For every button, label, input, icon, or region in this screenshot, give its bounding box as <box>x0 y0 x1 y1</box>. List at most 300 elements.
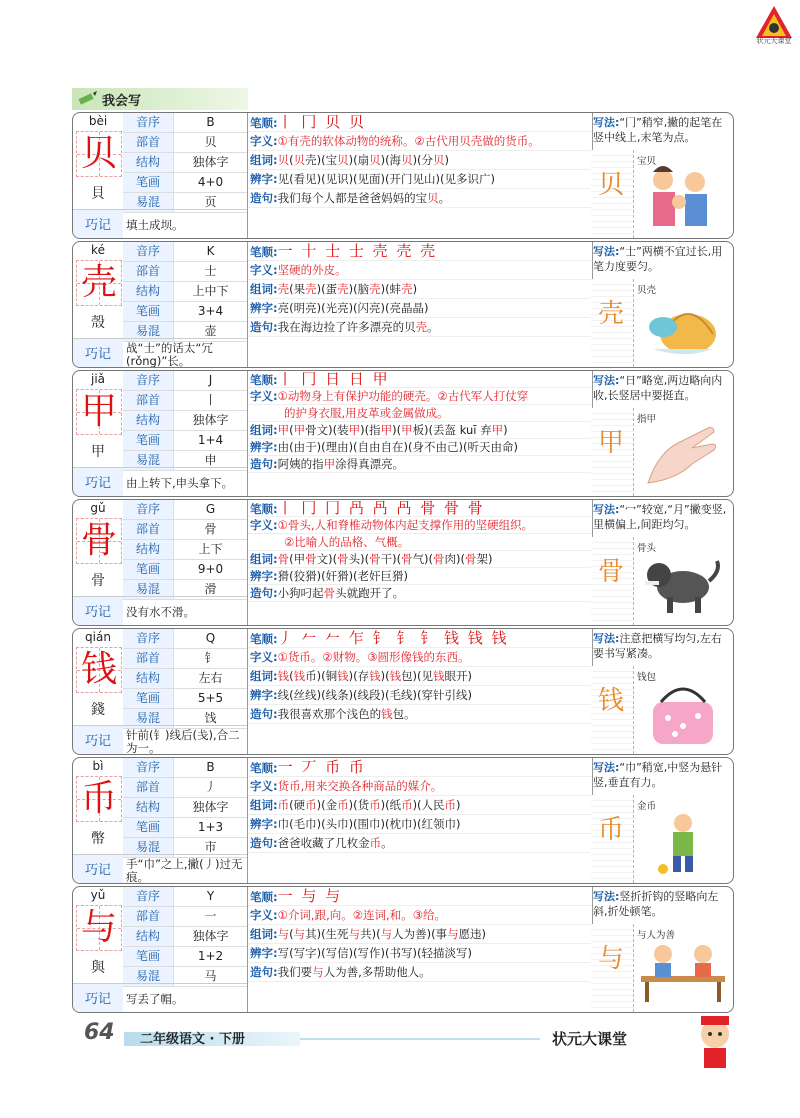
prop-strokes-label: 笔画 <box>123 560 173 579</box>
big-character: 甲 <box>76 389 122 435</box>
section-title-text: 我会写 <box>102 93 142 109</box>
writing-method-label: 写法: <box>593 245 620 258</box>
pinyin: jiǎ <box>90 372 106 386</box>
meaning-label: 字义: <box>250 389 278 403</box>
stroke-order-label: 笔顺: <box>250 245 278 259</box>
footer-brand: 状元大课堂 <box>552 1030 628 1048</box>
char-card-币 <box>72 757 734 884</box>
memory-tip <box>73 725 247 755</box>
char-card-贝 <box>72 112 734 239</box>
memory-tip-value: 写丢了帽。 <box>126 992 184 1006</box>
meaning-value: ①介词,跟,向。②连词,和。③给。 <box>277 908 447 922</box>
meaning-row <box>248 648 592 667</box>
prop-structure-value: 左右 <box>173 669 247 688</box>
memory-tip-label: 巧记 <box>73 468 123 497</box>
practice-character: 甲 <box>597 428 624 458</box>
writing-method-label: 写法: <box>593 632 620 645</box>
sentence-row <box>248 963 592 982</box>
memory-tip-label: 巧记 <box>73 726 123 755</box>
distinguish-label: 辨字: <box>250 301 278 315</box>
pinyin: yǔ <box>90 888 106 902</box>
prop-confuse-label: 易混 <box>123 193 173 212</box>
prop-confuse-value: 页 <box>173 193 247 212</box>
meaning-label: 字义: <box>250 908 278 922</box>
pinyin: bì <box>92 759 104 773</box>
prop-strokes-label: 笔画 <box>123 173 173 192</box>
meaning-row <box>248 517 592 534</box>
sentence-label: 造句: <box>250 965 278 979</box>
distinguish-value: 由(由于)(理由)(自由自在)(身不由己)(听天由命) <box>277 440 518 454</box>
char-properties <box>123 113 247 213</box>
prop-confuse-value: 市 <box>173 838 247 857</box>
memory-tip-value: 针前(钅)线后(戋),合二为一。 <box>126 727 240 755</box>
distinguish-label: 辨字: <box>250 440 278 454</box>
prop-radical-value: 贝 <box>173 133 247 152</box>
distinguish-value: 线(丝线)(线条)(线段)(毛线)(穿针引线) <box>277 688 472 702</box>
sentence-value: 我们每个人都是爸爸妈妈的宝贝。 <box>277 191 451 205</box>
sentence-row <box>248 834 592 853</box>
meaning-label: 字义: <box>250 263 278 277</box>
meaning-label: 字义: <box>250 779 278 793</box>
prop-radical-label: 部首 <box>123 133 173 152</box>
words-value: 币(硬币)(金币)(货币)(纸币)(人民币) <box>277 798 461 812</box>
prop-order <box>123 242 247 262</box>
stroke-order-row <box>248 629 592 648</box>
prop-radical <box>123 649 247 669</box>
char-properties <box>123 371 247 471</box>
prop-confuse-label: 易混 <box>123 967 173 986</box>
char-detail-column <box>247 113 593 238</box>
prop-structure <box>123 411 247 431</box>
writing-method-label: 写法: <box>593 761 620 774</box>
prop-strokes <box>123 818 247 838</box>
prop-radical-label: 部首 <box>123 262 173 281</box>
writing-method-value: “冖”较宽,“月”撇变竖,里横偏上,间距均匀。 <box>593 503 727 531</box>
char-detail-column <box>247 371 593 496</box>
distinguish-row <box>248 439 592 456</box>
char-card-甲 <box>72 370 734 497</box>
char-detail-column <box>247 242 593 367</box>
writing-method <box>593 502 731 532</box>
section-title <box>72 88 248 110</box>
prop-strokes <box>123 947 247 967</box>
sentence-row <box>248 456 592 473</box>
prop-structure <box>123 669 247 689</box>
sentence-row <box>248 705 592 724</box>
prop-order <box>123 629 247 649</box>
prop-radical-value: 一 <box>173 907 247 926</box>
words-label: 组词: <box>250 927 278 941</box>
words-value: 甲(甲骨文)(装甲)(指甲)(甲板)(丢盔 kuī 弃甲) <box>277 423 508 437</box>
writing-method <box>593 244 731 274</box>
distinguish-value: 写(写字)(写信)(写作)(书写)(轻描淡写) <box>277 946 472 960</box>
writing-method-column <box>591 758 734 883</box>
prop-structure-value: 独体字 <box>173 153 247 172</box>
page-number: 64 <box>84 1020 115 1045</box>
prop-radical-label: 部首 <box>123 649 173 668</box>
memory-tip-label: 巧记 <box>73 855 123 884</box>
writing-method-value: “日”略宽,两边略向内收,长竖居中要挺直。 <box>593 374 723 402</box>
prop-confuse-label: 易混 <box>123 580 173 599</box>
char-info-column <box>73 887 247 1012</box>
memory-tip <box>73 209 247 239</box>
big-character: 币 <box>76 776 122 822</box>
distinguish-label: 辨字: <box>250 569 278 583</box>
char-card-与 <box>72 886 734 1013</box>
distinguish-row <box>248 815 592 834</box>
traditional-character: 殼 <box>91 315 105 331</box>
meaning-value: ①骨头,人和脊椎动物体内起支撑作用的坚硬组织。 <box>277 518 534 532</box>
char-info-column <box>73 371 247 496</box>
writing-method-label: 写法: <box>593 503 620 516</box>
stroke-order-row <box>248 500 592 517</box>
prop-confuse-value: 马 <box>173 967 247 986</box>
memory-tip <box>73 854 247 884</box>
illustration-label: 钱包 <box>637 672 657 683</box>
meaning-value: 的护身衣服,用皮革或金属做成。 <box>284 406 449 420</box>
memory-tip-value: 战“士”的话太“冗(rǒng)”长。 <box>126 340 213 368</box>
illustration-label: 贝壳 <box>637 285 657 296</box>
prop-strokes <box>123 431 247 451</box>
writing-method <box>593 760 731 790</box>
prop-structure-value: 上中下 <box>173 282 247 301</box>
prop-structure-label: 结构 <box>123 798 173 817</box>
char-info-column <box>73 242 247 367</box>
prop-confuse-value: 滑 <box>173 580 247 599</box>
stroke-order-label: 笔顺: <box>250 632 278 646</box>
mascot-icon <box>690 1012 740 1072</box>
sentence-label: 造句: <box>250 457 278 471</box>
char-properties <box>123 887 247 987</box>
stroke-order-value: 一 与 与 <box>277 887 343 905</box>
sentence-label: 造句: <box>250 586 278 600</box>
char-card-钱 <box>72 628 734 755</box>
meaning-row <box>248 132 592 151</box>
meaning-label: 字义: <box>250 518 278 532</box>
logo-text: 状元大课堂 <box>756 37 792 45</box>
sentence-label: 造句: <box>250 320 278 334</box>
prop-strokes-label: 笔画 <box>123 689 173 708</box>
stroke-order-row <box>248 887 592 906</box>
prop-structure-value: 独体字 <box>173 798 247 817</box>
prop-radical-value: 丿 <box>173 778 247 797</box>
writing-method-value: “士”两横不宜过长,用笔力度要匀。 <box>593 245 723 273</box>
writing-method-column <box>591 371 734 496</box>
stroke-order-row <box>248 758 592 777</box>
words-value: 钱(钱币)(铜钱)(存钱)(钱包)(见钱眼开) <box>277 669 473 683</box>
prop-confuse-label: 易混 <box>123 838 173 857</box>
prop-radical-value: 丨 <box>173 391 247 410</box>
writing-method-column <box>591 629 734 754</box>
memory-tip-value: 由上转下,申头拿下。 <box>126 476 234 490</box>
illustration-label: 骨头 <box>637 543 657 554</box>
prop-order-label: 音序 <box>123 758 173 777</box>
prop-structure-label: 结构 <box>123 282 173 301</box>
prop-radical-value: 士 <box>173 262 247 281</box>
writing-method <box>593 889 731 919</box>
prop-strokes <box>123 689 247 709</box>
meaning-value: ①货币。②财物。③圆形像钱的东西。 <box>277 650 470 664</box>
prop-structure <box>123 927 247 947</box>
prop-strokes-value: 3+4 <box>173 302 247 321</box>
stroke-order-value: 一 十 士 士 壳 壳 壳 <box>277 242 438 260</box>
writing-method-column <box>591 242 734 367</box>
big-character: 骨 <box>76 518 122 564</box>
big-character: 贝 <box>76 131 122 177</box>
big-character: 与 <box>76 905 122 951</box>
memory-tip-value: 填土成坝。 <box>126 218 184 232</box>
prop-order-value: B <box>173 758 247 777</box>
meaning-row <box>248 388 592 405</box>
prop-strokes-label: 笔画 <box>123 947 173 966</box>
stroke-order-label: 笔顺: <box>250 761 278 775</box>
prop-structure <box>123 540 247 560</box>
practice-character: 与 <box>597 944 624 974</box>
prop-strokes-label: 笔画 <box>123 431 173 450</box>
traditional-character: 骨 <box>91 573 105 589</box>
pinyin: qián <box>85 630 111 644</box>
memory-tip-value: 手“巾”之上,撇(丿)过无痕。 <box>126 856 243 884</box>
stroke-order-value: 丿 𠂉 𠂉 乍 钅 钅 钅 钱 钱 钱 <box>277 629 509 647</box>
distinguish-label: 辨字: <box>250 817 278 831</box>
char-card-壳 <box>72 241 734 368</box>
meaning-row <box>248 777 592 796</box>
prop-structure <box>123 153 247 173</box>
memory-tip <box>73 596 247 626</box>
prop-structure-label: 结构 <box>123 411 173 430</box>
prop-strokes <box>123 560 247 580</box>
prop-structure-label: 结构 <box>123 153 173 172</box>
prop-order-label: 音序 <box>123 887 173 906</box>
prop-structure <box>123 282 247 302</box>
traditional-character: 甲 <box>91 444 105 460</box>
meaning-row <box>248 906 592 925</box>
words-row <box>248 551 592 568</box>
distinguish-value: 见(看见)(见识)(见面)(开门见山)(见多识广) <box>277 172 495 186</box>
sentence-value: 我们要与人为善,多帮助他人。 <box>277 965 431 979</box>
sentence-label: 造句: <box>250 707 278 721</box>
prop-structure-label: 结构 <box>123 927 173 946</box>
distinguish-row <box>248 568 592 585</box>
meaning-label: 字义: <box>250 134 278 148</box>
writing-method-column <box>591 113 734 238</box>
words-label: 组词: <box>250 423 278 437</box>
prop-radical <box>123 520 247 540</box>
sentence-row <box>248 189 592 208</box>
traditional-character: 貝 <box>91 186 105 202</box>
meaning-row <box>248 261 592 280</box>
prop-radical <box>123 907 247 927</box>
practice-character: 钱 <box>597 686 624 716</box>
words-label: 组词: <box>250 669 278 683</box>
prop-order-value: J <box>173 371 247 390</box>
traditional-character: 錢 <box>91 702 105 718</box>
prop-order-label: 音序 <box>123 242 173 261</box>
sentence-row <box>248 585 592 602</box>
distinguish-label: 辨字: <box>250 946 278 960</box>
prop-radical-label: 部首 <box>123 907 173 926</box>
writing-method-column <box>591 887 734 1012</box>
char-properties <box>123 500 247 600</box>
stroke-order-label: 笔顺: <box>250 890 278 904</box>
prop-strokes <box>123 173 247 193</box>
prop-order-label: 音序 <box>123 629 173 648</box>
writing-method-value: 竖折折钩的竖略向左斜,折处顿笔。 <box>593 890 719 918</box>
char-properties <box>123 758 247 858</box>
words-row <box>248 280 592 299</box>
illustration-label: 与人为善 <box>637 930 676 941</box>
pinyin: bèi <box>88 114 108 128</box>
meaning-label: 字义: <box>250 650 278 664</box>
prop-radical-label: 部首 <box>123 520 173 539</box>
writing-method <box>593 373 731 403</box>
traditional-character: 與 <box>91 960 105 976</box>
distinguish-label: 辨字: <box>250 172 278 186</box>
writing-method <box>593 631 731 661</box>
prop-structure-label: 结构 <box>123 669 173 688</box>
prop-structure-value: 独体字 <box>173 411 247 430</box>
words-label: 组词: <box>250 153 278 167</box>
prop-confuse-label: 易混 <box>123 451 173 470</box>
prop-confuse-label: 易混 <box>123 709 173 728</box>
char-info-column <box>73 629 247 754</box>
stroke-order-row <box>248 371 592 388</box>
prop-order <box>123 371 247 391</box>
meaning-value: ①有壳的软体动物的统称。②古代用贝壳做的货币。 <box>277 134 540 148</box>
prop-order <box>123 113 247 133</box>
char-detail-column <box>247 758 593 883</box>
memory-tip-value: 没有水不滑。 <box>126 605 195 619</box>
writing-method-value: “巾”稍宽,中竖为悬针竖,垂直有力。 <box>593 761 723 789</box>
prop-radical <box>123 778 247 798</box>
words-value: 贝(贝壳)(宝贝)(扇贝)(海贝)(分贝) <box>277 153 450 167</box>
distinguish-value: 巾(毛巾)(头巾)(围巾)(枕巾)(红领巾) <box>277 817 461 831</box>
sentence-value: 阿姨的指甲涂得真漂亮。 <box>277 457 405 471</box>
stroke-order-label: 笔顺: <box>250 373 278 387</box>
stroke-order-label: 笔顺: <box>250 502 278 516</box>
prop-structure <box>123 798 247 818</box>
words-label: 组词: <box>250 552 278 566</box>
illustration-label: 金币 <box>637 801 657 812</box>
words-label: 组词: <box>250 282 278 296</box>
sentence-value: 爸爸收藏了几枚金币。 <box>277 836 393 850</box>
words-row <box>248 796 592 815</box>
distinguish-row <box>248 686 592 705</box>
prop-radical <box>123 262 247 282</box>
writing-method-label: 写法: <box>593 116 620 129</box>
char-properties <box>123 242 247 342</box>
stroke-order-value: 丨 冂 日 日 甲 <box>277 371 390 388</box>
prop-strokes-value: 1+4 <box>173 431 247 450</box>
writing-method-value: 注意把横写均匀,左右要书写紧凑。 <box>593 632 722 660</box>
pinyin: ké <box>91 243 105 257</box>
writing-method-value: “冂”稍窄,撇的起笔在竖中线上,末笔为点。 <box>593 116 723 144</box>
char-detail-column <box>247 500 593 625</box>
illustration-label: 宝贝 <box>637 156 657 167</box>
words-value: 壳(果壳)(蛋壳)(脑壳)(蚌壳) <box>277 282 418 296</box>
prop-strokes-value: 1+3 <box>173 818 247 837</box>
memory-tip <box>73 983 247 1013</box>
memory-tip <box>73 338 247 368</box>
stroke-order-value: 一 丆 币 币 <box>277 758 366 776</box>
prop-strokes-value: 5+5 <box>173 689 247 708</box>
char-info-column <box>73 113 247 238</box>
sentence-label: 造句: <box>250 836 278 850</box>
practice-character: 贝 <box>597 170 624 200</box>
prop-order <box>123 758 247 778</box>
prop-order <box>123 887 247 907</box>
char-info-column <box>73 758 247 883</box>
prop-order-label: 音序 <box>123 371 173 390</box>
prop-order-value: Q <box>173 629 247 648</box>
pinyin: gǔ <box>90 501 106 515</box>
prop-radical-value: 骨 <box>173 520 247 539</box>
sentence-value: 我在海边捡了许多漂亮的贝壳。 <box>277 320 439 334</box>
char-detail-column <box>247 887 593 1012</box>
stroke-order-row <box>248 113 592 132</box>
prop-radical <box>123 133 247 153</box>
words-value: 与(与其)(生死与共)(与人为善)(事与愿违) <box>277 927 487 941</box>
words-row <box>248 422 592 439</box>
meaning-value: ①动物身上有保护功能的硬壳。②古代军人打仗穿 <box>277 389 529 403</box>
prop-order-value: K <box>173 242 247 261</box>
distinguish-row <box>248 944 592 963</box>
sentence-label: 造句: <box>250 191 278 205</box>
distinguish-label: 辨字: <box>250 688 278 702</box>
prop-order-label: 音序 <box>123 500 173 519</box>
stroke-order-value: 丨 冂 冂 冎 冎 冎 骨 骨 骨 <box>277 500 485 517</box>
footer-book-title: 二年级语文 · 下册 <box>140 1032 245 1047</box>
prop-order <box>123 500 247 520</box>
prop-confuse-label: 易混 <box>123 322 173 341</box>
memory-tip-label: 巧记 <box>73 984 123 1013</box>
footer-line <box>300 1038 540 1040</box>
traditional-character: 幣 <box>91 831 105 847</box>
words-row <box>248 667 592 686</box>
sentence-value: 我很喜欢那个浅色的钱包。 <box>277 707 416 721</box>
practice-character: 骨 <box>597 557 624 587</box>
words-label: 组词: <box>250 798 278 812</box>
meaning-row <box>248 405 592 422</box>
memory-tip-label: 巧记 <box>73 597 123 626</box>
practice-character: 币 <box>597 815 624 845</box>
writing-method <box>593 115 731 145</box>
memory-tip <box>73 467 247 497</box>
distinguish-value: 猾(狡猾)(奸猾)(老奸巨猾) <box>277 569 409 583</box>
prop-strokes-value: 9+0 <box>173 560 247 579</box>
char-card-骨 <box>72 499 734 626</box>
words-value: 骨(甲骨文)(骨头)(骨干)(骨气)(骨肉)(骨架) <box>277 552 493 566</box>
prop-confuse-value: 饯 <box>173 709 247 728</box>
words-row <box>248 151 592 170</box>
writing-method-label: 写法: <box>593 890 620 903</box>
stroke-order-label: 笔顺: <box>250 116 278 130</box>
prop-strokes-value: 4+0 <box>173 173 247 192</box>
char-detail-column <box>247 629 593 754</box>
prop-strokes <box>123 302 247 322</box>
prop-structure-value: 上下 <box>173 540 247 559</box>
prop-structure-value: 独体字 <box>173 927 247 946</box>
big-character: 钱 <box>76 647 122 693</box>
distinguish-row <box>248 299 592 318</box>
prop-confuse-value: 壶 <box>173 322 247 341</box>
char-properties <box>123 629 247 729</box>
char-info-column <box>73 500 247 625</box>
prop-radical-label: 部首 <box>123 391 173 410</box>
prop-structure-label: 结构 <box>123 540 173 559</box>
words-row <box>248 925 592 944</box>
stroke-order-row <box>248 242 592 261</box>
